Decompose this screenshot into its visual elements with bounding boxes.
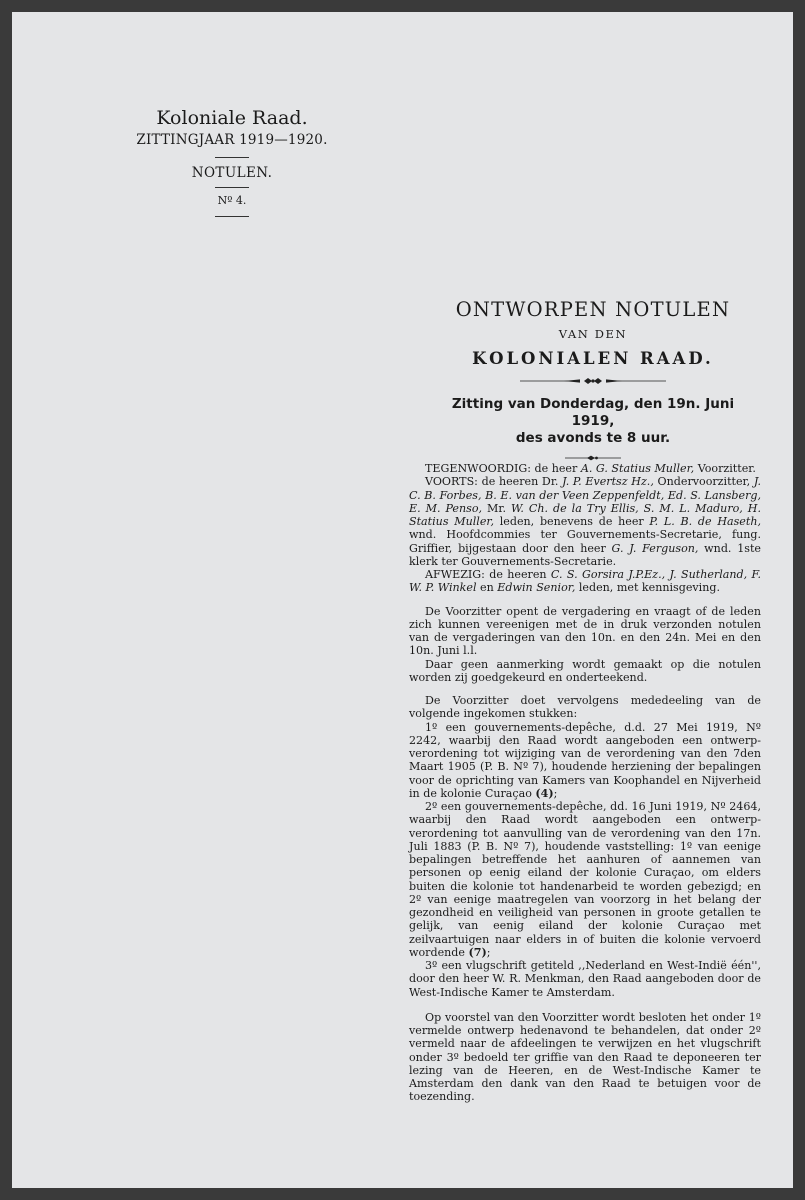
incoming-item-1: 1º een gouvernements-depêche, d.d. 27 Mei 1919, Nº 2242, waarbij den Raad wordt aangeboden een ontwerp-verordening tot wijziging van de verordening van den 7den Maart 1905 (P. B. Nº 7), houdende herziening der bepalingen voor de oprichting van Kamers van Koophandel en Nijverheid in de kolonie Curaçao (4); [409, 720, 761, 800]
minutes-body [409, 462, 761, 1104]
attendance-also: VOORTS: de heeren Dr. J. P. Evertsz Hz., Ondervoorzitter, J. C. B. Forbes, B. E. van der Veen Zeppenfeldt, Ed. S. Lansberg, E. M. Penso, Mr. W. Ch. de la Try Ellis, S. M. L. Maduro, H. Statius Muller, leden, benevens de heer P. L. B. de Haseth, wnd. Hoofdcommies ter Gouvernements-Secretarie, fung. Griffier, bijgestaan door den heer G. J. Ferguson, wnd. 1ste klerk ter Gouvernements-Secretarie. [409, 475, 761, 568]
council-title: KOLONIALEN RAAD. [472, 349, 714, 368]
paragraph-gap [409, 595, 761, 605]
incoming-item-3: 3º een vlugschrift getiteld ,,Nederland en West-Indië één'', door den heer W. R. Menkman, den Raad aangeboden door de West-Indische Kamer te Amsterdam. [409, 959, 761, 999]
paragraph-gap [409, 999, 761, 1011]
announcement-paragraph: De Voorzitter doet vervolgens mededeeling van de volgende ingekomen stukken: [409, 694, 761, 721]
approval-paragraph: Daar geen aanmerking wordt gemaakt op die notulen worden zij goedgekeurd en onderteekend. [409, 657, 761, 684]
divider [215, 157, 249, 158]
attendance-present: TEGENWOORDIG: de heer A. G. Statius Muller, Voorzitter. [425, 462, 756, 475]
ornament-rule [518, 377, 668, 385]
ornament-small [563, 455, 623, 461]
divider [215, 216, 249, 217]
session-line-2: des avonds te 8 uur. [515, 430, 671, 446]
incoming-item-2: 2º een gouvernements-depêche, dd. 16 Juni 1919, Nº 2464, waarbij den Raad wordt aangeboden een ontwerp-verordening tot aanvulling van de verordening van den 17n. Juli 1883 (P. B. Nº 7), houdende vaststelling: 1º van eenige bepalingen betreffende het aanhuren of aannemen van personen op eenig eiland der kolonie Curaçao, om elders buiten die kolonie tot handenarbeid te worden gebezigd; en 2º van eenige maatregelen van voorzorg in het belang der gezondheid en veiligheid van personen in groote getallen te gelijk, van eenig eiland der kolonie Curaçao met zeilvaartuigen naar elders in of buiten die kolonie vervoerd wordende (7); [409, 800, 761, 959]
masthead [122, 107, 342, 223]
minutes-title: ONTWORPEN NOTULEN [455, 298, 731, 321]
council-name: Koloniale Raad. [156, 107, 308, 129]
session-year: ZITTINGJAAR 1919—1920. [136, 132, 328, 148]
session-line-1: Zitting van Donderdag, den 19n. Juni 1919, [451, 396, 735, 429]
document-number: Nº 4. [217, 194, 247, 207]
paragraph-gap [409, 684, 761, 694]
divider [215, 187, 249, 188]
opening-paragraph: De Voorzitter opent de vergadering en vraagt of de leden zich kunnen vereenigen met de in druk verzonden notulen van de vergaderingen van den 10n. en den 24n. Mei en den 10n. Juni l.l. [409, 604, 761, 658]
attendance-absent: AFWEZIG: de heeren C. S. Gorsira J.P.Ez., J. Sutherland, F. W. P. Winkel en Edwin Senior, leden, met kennisgeving. [409, 568, 761, 595]
document-page [12, 12, 793, 1188]
minutes-subtitle: VAN DEN [558, 327, 628, 341]
decision-paragraph: Op voorstel van den Voorzitter wordt besloten het onder 1º vermelde ontwerp hedenavond te behandelen, dat onder 2º vermeld naar de afdeelingen te verwijzen en het vlugschrift onder 3º bedoeld ter griffie van den Raad te deponeeren ter lezing van de Heeren, en de West-Indische Kamer te Amsterdam den dank van den Raad te betuigen voor de toezending. [409, 1010, 761, 1104]
minutes-header [432, 298, 754, 461]
notulen-label: NOTULEN. [191, 165, 273, 181]
